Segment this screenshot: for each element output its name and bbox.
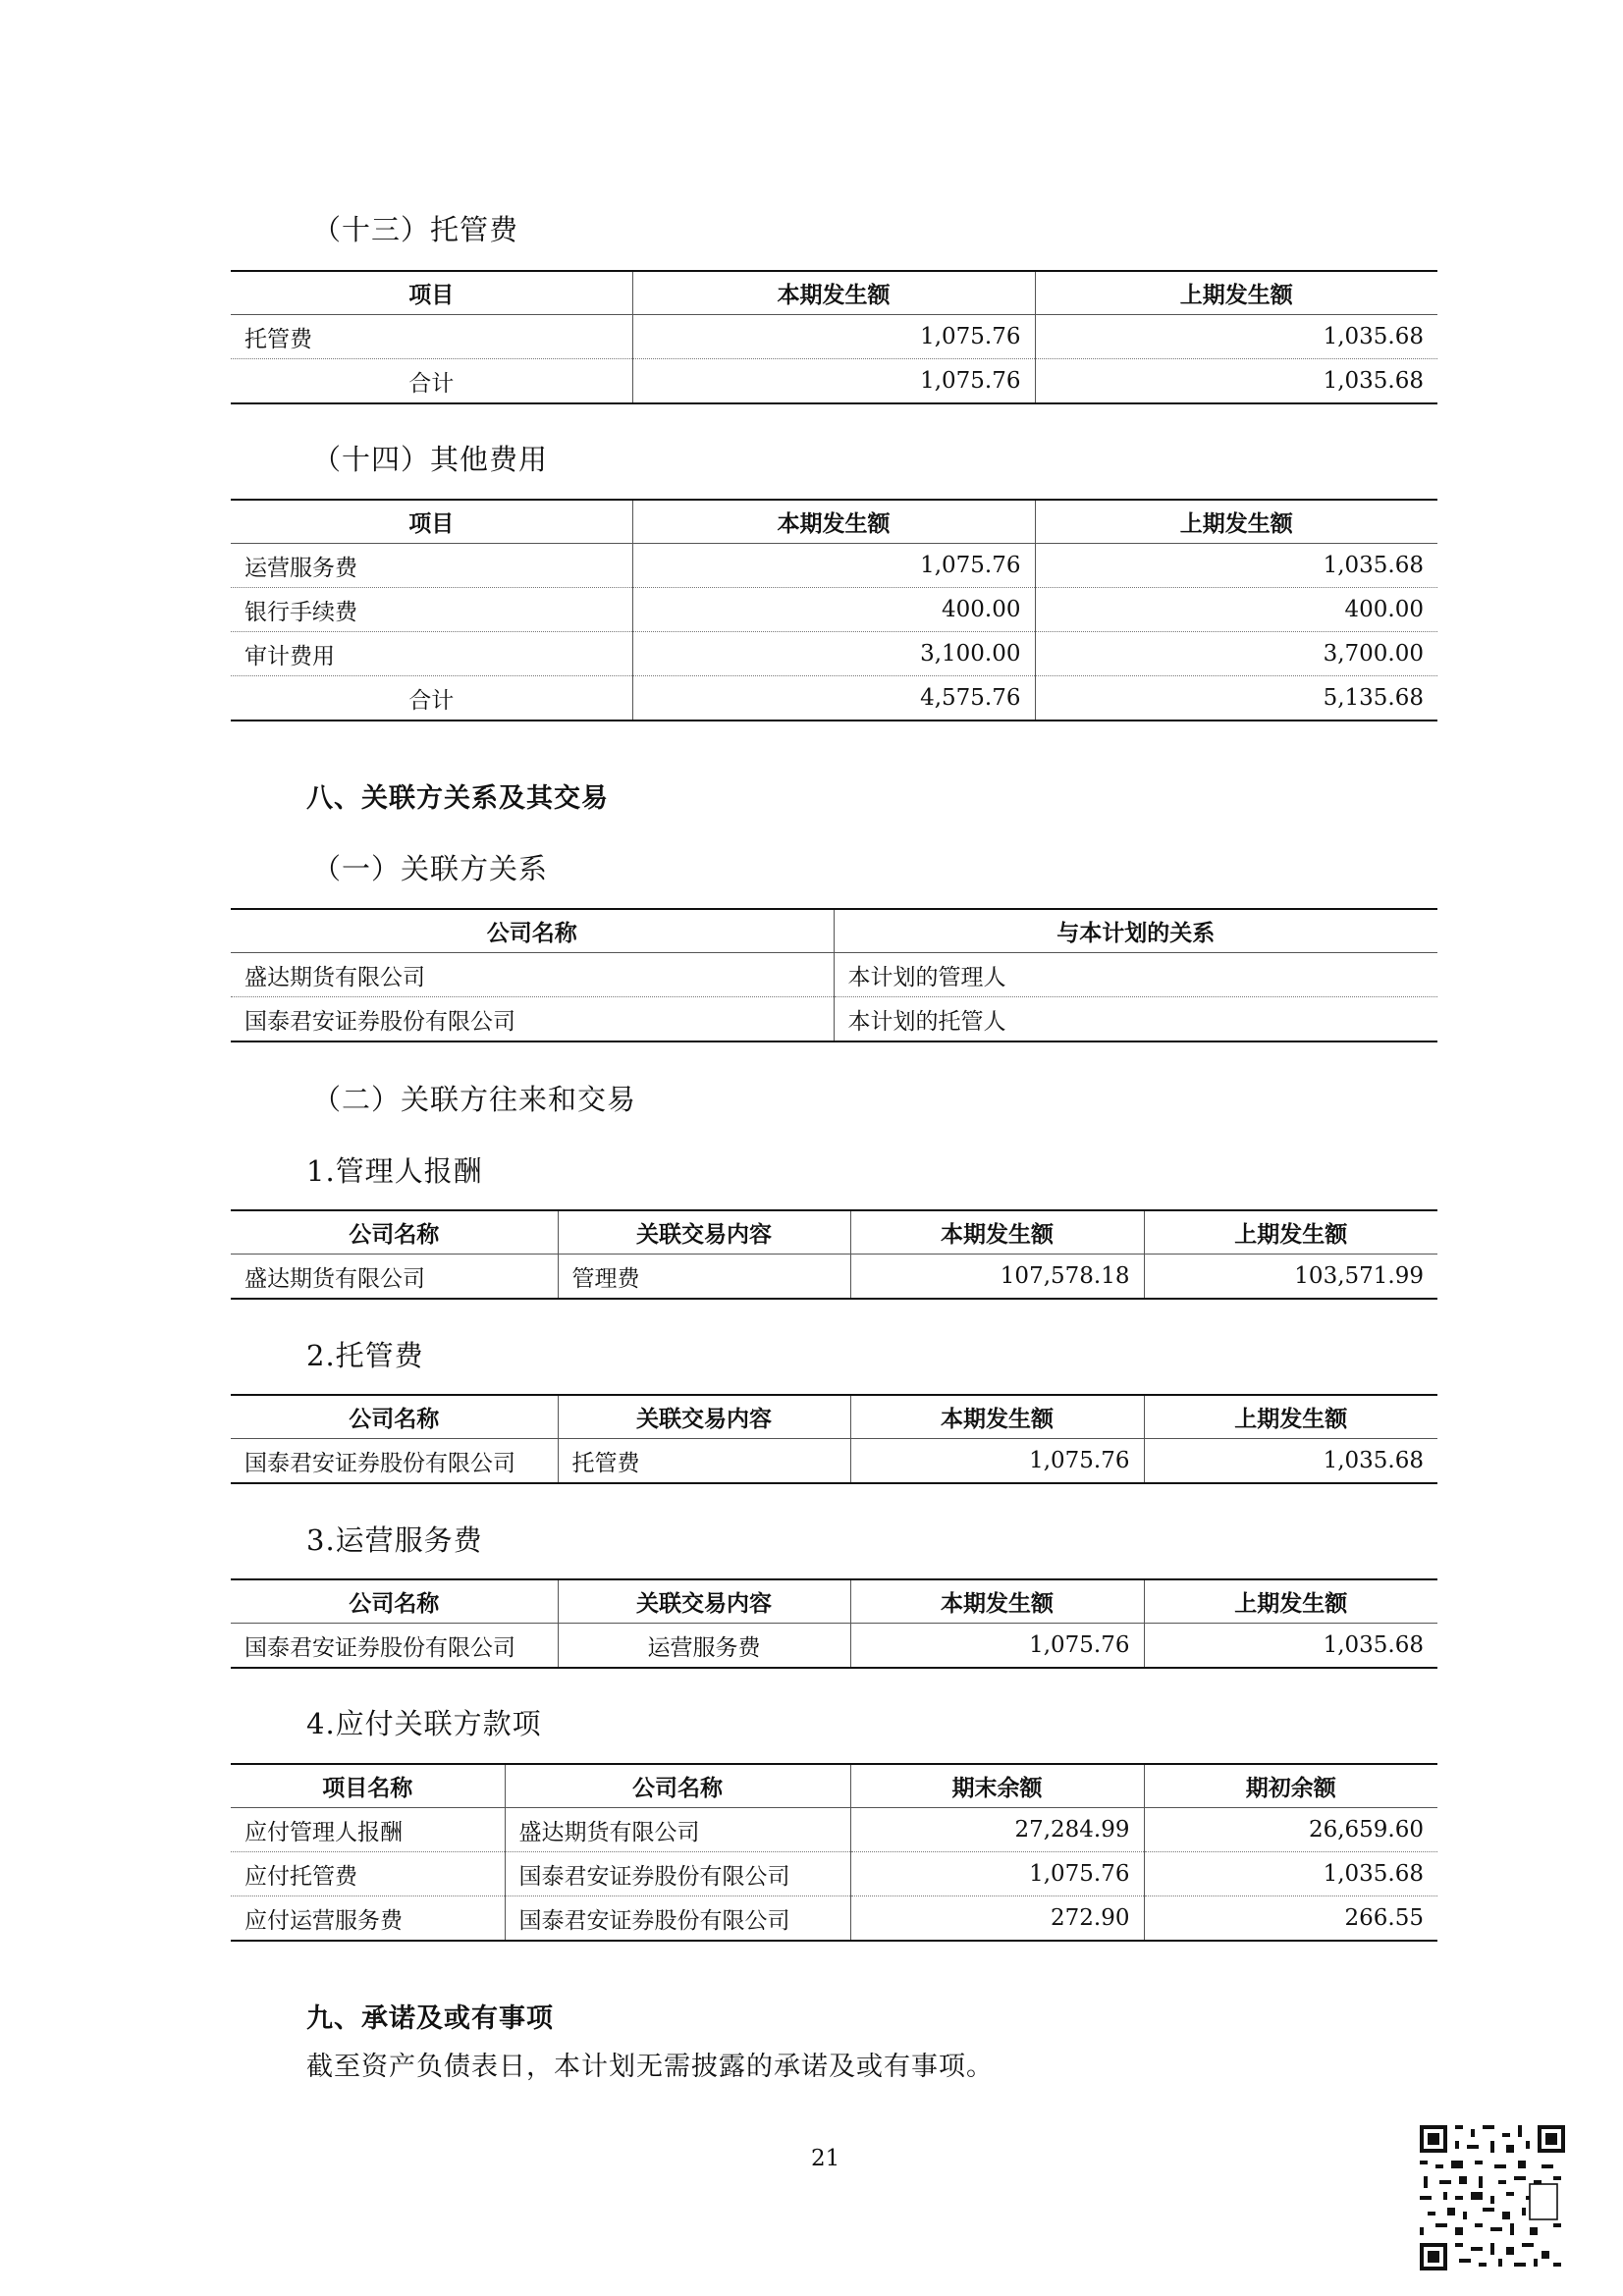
- section-8-title: 八、关联方关系及其交易: [306, 783, 609, 814]
- related-operation-fee-table: [231, 1578, 1437, 1669]
- custody-fee-subtitle: 2.托管费: [306, 1339, 424, 1372]
- current-amount: 1,075.76: [632, 544, 1035, 588]
- col-header-item: 项目: [231, 271, 632, 315]
- operation-fee-subtitle: 3.运营服务费: [306, 1523, 483, 1557]
- total-row: [231, 676, 1437, 721]
- col-header-current: 本期发生额: [850, 1210, 1144, 1255]
- item-name: 应付运营服务费: [231, 1896, 505, 1942]
- company-name: 国泰君安证券股份有限公司: [244, 1634, 515, 1661]
- table-row: [231, 1852, 1437, 1896]
- company-name: 盛达期货有限公司: [244, 964, 425, 990]
- related-party-relations-title: （一）关联方关系: [312, 852, 549, 885]
- other-expenses-table: [231, 499, 1437, 721]
- total-current: 4,575.76: [632, 676, 1035, 721]
- company-name: 盛达期货有限公司: [244, 1265, 425, 1292]
- col-header-company: 公司名称: [231, 1210, 558, 1255]
- item-name: 应付托管费: [231, 1852, 505, 1896]
- row-label: 运营服务费: [244, 555, 357, 581]
- section-14-title: （十四）其他费用: [312, 443, 549, 476]
- table-row: [231, 997, 1437, 1042]
- total-row: [231, 359, 1437, 404]
- payables-subtitle: 4.应付关联方款项: [306, 1707, 542, 1740]
- section-9-title: 九、承诺及或有事项: [306, 2003, 554, 2034]
- col-header-current: 本期发生额: [632, 500, 1035, 544]
- table-row: [231, 1624, 1437, 1669]
- current-amount: 400.00: [632, 588, 1035, 632]
- col-header-current: 本期发生额: [632, 271, 1035, 315]
- table-row: [231, 315, 1437, 359]
- related-custody-fee-table: [231, 1394, 1437, 1484]
- col-header-previous: 上期发生额: [1035, 500, 1437, 544]
- section-13-title: （十三）托管费: [312, 213, 519, 246]
- col-header-company: 公司名称: [505, 1764, 850, 1808]
- table-row: [231, 632, 1437, 676]
- previous-amount: 1,035.68: [1144, 1439, 1437, 1484]
- col-header-company: 公司名称: [231, 1395, 558, 1439]
- col-header-content: 关联交易内容: [558, 1579, 850, 1624]
- col-header-previous: 上期发生额: [1035, 271, 1437, 315]
- total-current: 1,075.76: [632, 359, 1035, 404]
- col-header-item: 项目: [231, 500, 632, 544]
- row-label: 审计费用: [231, 632, 632, 676]
- col-header-current: 本期发生额: [850, 1395, 1144, 1439]
- col-header-previous: 上期发生额: [1144, 1210, 1437, 1255]
- total-label: 合计: [231, 359, 632, 404]
- related-party-relations-table: [231, 908, 1437, 1042]
- row-label: 托管费: [244, 326, 312, 352]
- related-payables-table: [231, 1763, 1437, 1942]
- opening-balance: 1,035.68: [1144, 1852, 1437, 1896]
- company-name: 盛达期货有限公司: [505, 1808, 850, 1852]
- current-amount: 1,075.76: [850, 1439, 1144, 1484]
- previous-amount: 1,035.68: [1144, 1624, 1437, 1669]
- col-header-item: 项目名称: [231, 1764, 505, 1808]
- section-9-text: 截至资产负债表日，本计划无需披露的承诺及或有事项。: [306, 2052, 994, 2082]
- total-previous: 5,135.68: [1035, 676, 1437, 721]
- opening-balance: 266.55: [1144, 1896, 1437, 1942]
- previous-amount: 1,035.68: [1035, 544, 1437, 588]
- col-header-previous: 上期发生额: [1144, 1579, 1437, 1624]
- col-header-relation: 与本计划的关系: [834, 909, 1437, 953]
- col-header-content: 关联交易内容: [558, 1210, 850, 1255]
- related-party-transactions-title: （二）关联方往来和交易: [312, 1083, 637, 1116]
- previous-amount: 3,700.00: [1035, 632, 1437, 676]
- qr-code-icon: [1420, 2125, 1565, 2270]
- company-name: 国泰君安证券股份有限公司: [505, 1896, 850, 1942]
- row-label: 银行手续费: [231, 588, 632, 632]
- previous-amount: 103,571.99: [1144, 1255, 1437, 1300]
- current-amount: 1,075.76: [632, 315, 1035, 359]
- col-header-company: 公司名称: [231, 909, 834, 953]
- total-label: 合计: [231, 676, 632, 721]
- table-row: [231, 1255, 1437, 1300]
- previous-amount: 1,035.68: [1035, 315, 1437, 359]
- current-amount: 1,075.76: [850, 1624, 1144, 1669]
- col-header-current: 本期发生额: [850, 1579, 1144, 1624]
- opening-balance: 26,659.60: [1144, 1808, 1437, 1852]
- col-header-closing: 期末余额: [850, 1764, 1144, 1808]
- closing-balance: 27,284.99: [850, 1808, 1144, 1852]
- total-previous: 1,035.68: [1035, 359, 1437, 404]
- table-row: [231, 588, 1437, 632]
- relation: 本计划的管理人: [834, 953, 1437, 997]
- col-header-previous: 上期发生额: [1144, 1395, 1437, 1439]
- closing-balance: 1,075.76: [850, 1852, 1144, 1896]
- previous-amount: 400.00: [1035, 588, 1437, 632]
- col-header-company: 公司名称: [231, 1579, 558, 1624]
- table-row: [231, 1808, 1437, 1852]
- closing-balance: 272.90: [850, 1896, 1144, 1942]
- table-row: [231, 1896, 1437, 1942]
- manager-fee-table: [231, 1209, 1437, 1300]
- manager-fee-title: 1.管理人报酬: [306, 1154, 483, 1188]
- page-number: 21: [811, 2146, 840, 2171]
- transaction-content: 运营服务费: [558, 1624, 850, 1669]
- transaction-content: 托管费: [558, 1439, 850, 1484]
- current-amount: 107,578.18: [850, 1255, 1144, 1300]
- col-header-opening: 期初余额: [1144, 1764, 1437, 1808]
- table-row: [231, 1439, 1437, 1484]
- item-name: 应付管理人报酬: [244, 1819, 403, 1845]
- transaction-content: 管理费: [558, 1255, 850, 1300]
- custody-fee-table: [231, 270, 1437, 404]
- current-amount: 3,100.00: [632, 632, 1035, 676]
- table-row: [231, 544, 1437, 588]
- col-header-content: 关联交易内容: [558, 1395, 850, 1439]
- relation: 本计划的托管人: [834, 997, 1437, 1042]
- table-row: [231, 953, 1437, 997]
- company-name: 国泰君安证券股份有限公司: [505, 1852, 850, 1896]
- company-name: 国泰君安证券股份有限公司: [231, 997, 834, 1042]
- company-name: 国泰君安证券股份有限公司: [244, 1450, 515, 1476]
